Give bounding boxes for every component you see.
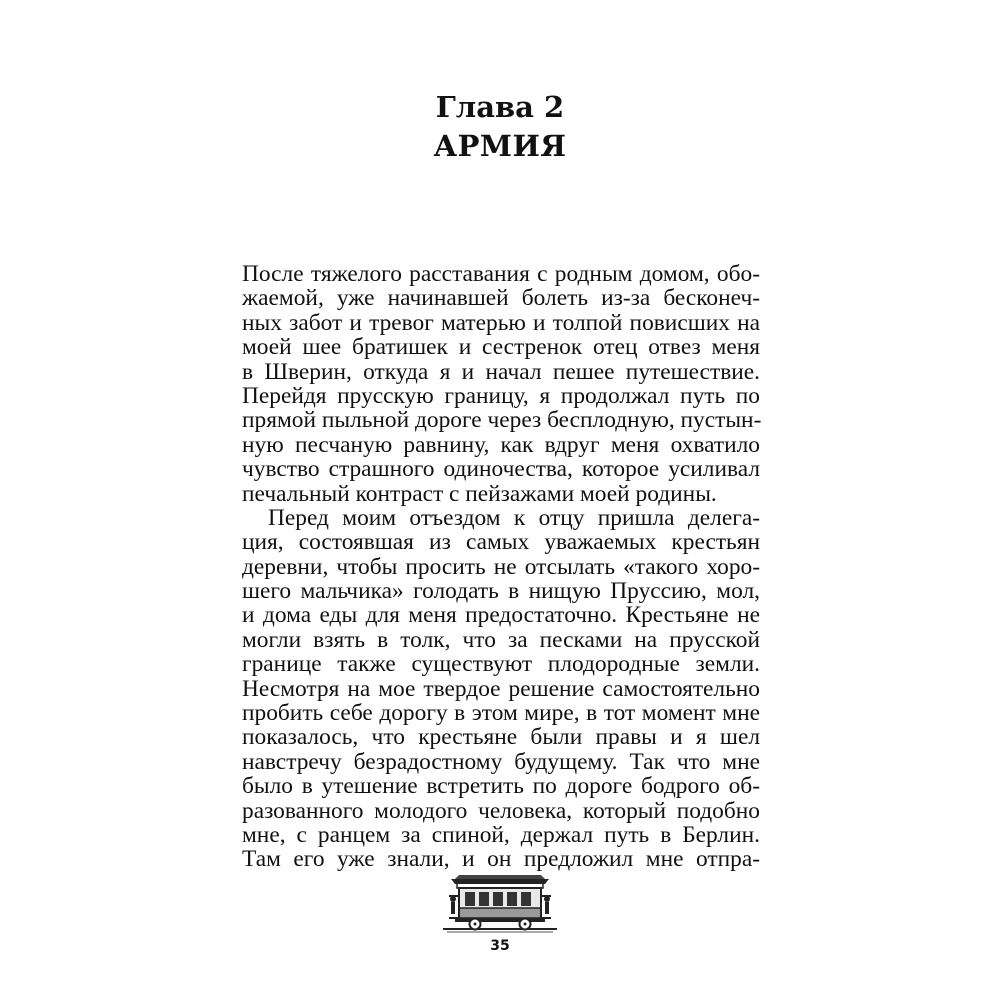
text-line: шего мальчика» голодать в нищую Пруссию, мол,	[242, 578, 760, 605]
paragraph-2	[242, 506, 760, 872]
text-line: показалось, что крестьяне были правы и я шел	[242, 724, 760, 751]
text-line: мне, с ранцем за спиной, держал путь в Берлин.	[242, 821, 760, 848]
paragraph-1	[242, 262, 760, 506]
page-number: 35	[490, 938, 510, 954]
horse-tram-icon	[441, 872, 559, 934]
text-line: было в утешение встретить по дороге бодрого об-	[242, 773, 760, 800]
text-line: Перед моим отъездом к отцу пришла делега-	[268, 504, 760, 531]
text-line: в Шверин, откуда я и начал пешее путешествие.	[242, 358, 760, 385]
text-line: ных забот и тревог матерью и толпой повисших на	[242, 309, 760, 336]
text-line: границе также существуют плодородные земли.	[242, 651, 760, 678]
text-line: прямой пыльной дороге через бесплодную, пустын-	[242, 407, 762, 434]
text-line: Там его уже знали, и он предложил мне отпра-	[242, 846, 760, 873]
text-line: жаемой, уже начинавшей болеть из-за бесконеч-	[242, 285, 760, 312]
text-line: Несмотря на мое твердое решение самостоятельно	[242, 675, 760, 702]
text-line: ция, состоявшая из самых уважаемых крестьян	[242, 529, 760, 556]
chapter-number: Глава 2	[435, 90, 565, 124]
chapter-title: АРМИЯ	[433, 129, 567, 163]
body-text	[242, 262, 760, 872]
text-line: разованного молодого человека, который подобно	[242, 797, 760, 824]
text-line: деревни, чтобы просить не отсылать «такого хоро-	[242, 553, 760, 580]
chapter-heading	[0, 88, 1000, 166]
text-line: и дома еды для меня предостаточно. Крестьяне не	[242, 602, 760, 629]
text-line: ную песчаную равнину, как вдруг меня охватило	[242, 431, 760, 458]
text-line: После тяжелого расставания с родным домом, обо-	[242, 261, 760, 287]
text-line: навстречу безрадостному будущему. Так что мне	[242, 748, 760, 775]
text-line: могли взять в толк, что за песками на прусской	[242, 626, 760, 653]
text-line: моей шее братишек и сестренок отец отвез меня	[242, 334, 760, 361]
text-line: Перейдя прусскую границу, я продолжал путь по	[242, 382, 760, 409]
text-line: пробить себе дорогу в этом мире, в тот момент мне	[242, 700, 760, 727]
text-line: чувство страшного одиночества, которое усиливал	[242, 456, 760, 483]
text-line: печальный контраст с пейзажами моей родины.	[242, 480, 717, 507]
